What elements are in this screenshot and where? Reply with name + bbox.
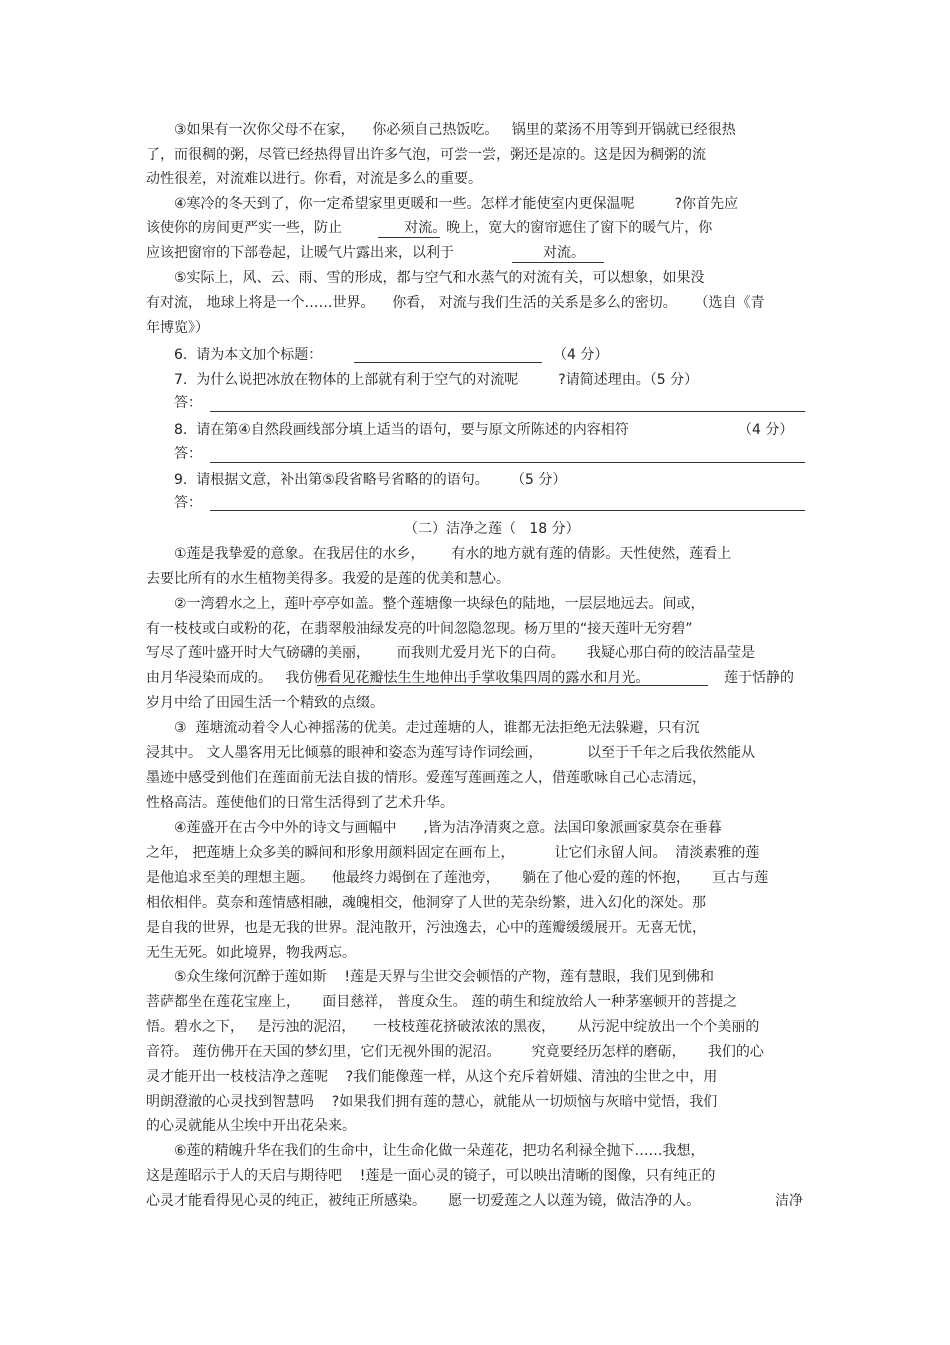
para5-line2: 有对流， 地球上将是一个……世界。 你看， 对流与我们生活的关系是多么的密切。 （选自《青 [146,295,765,311]
fill-blank-2 [512,262,604,263]
s2-para5-line4: 音符。 莲仿佛开在天国的梦幻里，它们无视外围的泥沼。 究竟要经历怎样的磨砺， 我们的心 [146,1044,764,1060]
s2-para3-line3: 墨迹中感受到他们在莲面前无法自拔的情形。爱莲写莲画莲之人，借莲歌咏自己心志清远， [146,770,706,786]
s2-para3-line2: 浸其中。 文人墨客用无比倾慕的眼神和姿态为莲写诗作词绘画， 以至于千年之后我依然能从 [146,745,755,761]
s2-para2-line1: ②一湾碧水之上，莲叶亭亭如盖。整个莲塘像一块绿色的陆地，一层层地远去。间或， [174,596,705,612]
s2-para5-line3: 悟。碧水之下， 是污浊的泥沼， 一枝枝莲花挤破浓浓的黑夜， 从污泥中绽放出一个个美丽的 [146,1019,760,1035]
s2-para4-line1: ④莲盛开在古今中外的诗文与画幅中 ,皆为洁净清爽之意。法国印象派画家莫奈在垂暮 [174,820,722,836]
s2-para5-line7: 的心灵就能从尘埃中开出花朵来。 [146,1118,356,1134]
answer-label-8: 答： [174,446,202,462]
question-8-score: （4 分） [738,422,794,438]
answer-label-9: 答： [174,495,202,511]
s2-para5-line6: 明朗澄澈的心灵找到智慧吗 ?如果我们拥有莲的慧心，就能从一切烦恼与灰暗中觉悟，我们 [146,1094,718,1110]
para5-line1: ⑤实际上，风、云、雨、雪的形成，都与空气和水蒸气的对流有关，可以想象，如果没 [174,270,705,286]
s2-para3-line4: 性格高洁。莲使他们的日常生活得到了艺术升华。 [146,795,454,811]
s2-para4-line6: 无生无死。如此境界，物我两忘。 [146,945,356,961]
answer-label-7: 答： [174,395,202,411]
s2-para6-line3-tail: 洁净 [775,1193,803,1209]
s2-para5-line2: 菩萨都坐在莲花宝座上， 面目慈祥， 普度众生。 莲的萌生和绽放给人一种茅塞顿开的菩提之 [146,994,738,1010]
s2-para2-line2: 有一枝枝或白或粉的花，在翡翠般油绿发亮的叶间忽隐忽现。杨万里的“接天莲叶无穷碧” [146,621,693,637]
s2-para4-line5: 是自我的世界，也是无我的世界。混沌散开，污浊逸去，心中的莲瓣缓缓展开。无喜无忧， [146,920,706,936]
s2-para1-line2: 去要比所有的水生植物美得多。我爱的是莲的优美和慧心。 [146,571,510,587]
question-7: 7. 为什么说把冰放在物体的上部就有利于空气的对流呢 ?请简述理由。（5 分） [174,372,699,388]
s2-para6-line1: ⑥莲的精魄升华在我们的生命中，让生命化做一朵莲花，把功名利禄全抛下……我想， [174,1143,705,1159]
para4-line3: 应该把窗帘的下部卷起，让暖气片露出来，以利于 对流。 [146,245,586,261]
para3-line1: ③如果有一次你父母不在家， 你必须自己热饭吃。 锅里的菜汤不用等到开锅就已经很热 [174,122,736,138]
s2-para2-line5: 岁月中给了田园生活一个精致的点缀。 [146,695,384,711]
s2-para6-line2: 这是莲昭示于人的天启与期待吧 !莲是一面心灵的镜子，可以映出清晰的图像，只有纯正的 [146,1168,716,1184]
para4-line1: ④寒冷的冬天到了，你一定希望家里更暖和一些。怎样才能使室内更保温呢 ?你首先应 [174,196,739,212]
s2-para2-line4: 由月华浸染而成的。 我仿佛看见花瓣怯生生地伸出手掌收集四周的露水和月光。 [146,670,650,686]
question-9: 9. 请根据文意，补出第⑤段省略号省略的的语句。 （5 分） [174,472,567,488]
section-title: （二）洁净之莲（ 18 分） [404,521,580,537]
s2-para6-line3: 心灵才能看得见心灵的纯正，被纯正所感染。 愿一切爱莲之人以莲为镜，做洁净的人。 [146,1193,701,1209]
s2-para5-line1: ⑤众生缘何沉醉于莲如斯 !莲是天界与尘世交会顿悟的产物，莲有慧眼，我们见到佛和 [174,969,714,985]
para4-line2: 该使你的房间更严实一些，防止 对流。晚上，宽大的窗帘遮住了窗下的暖气片，你 [146,220,713,236]
answer-line-9 [210,510,805,511]
para3-line3: 动性很差，对流难以进行。你看，对流是多么的重要。 [146,171,482,187]
question-8: 8. 请在第④自然段画线部分填上适当的语句，要与原文所陈述的内容相符 [174,422,629,438]
s2-para5-line5: 灵才能开出一枝枝洁净之莲呢 ?我们能像莲一样，从这个充斥着妍媸、清浊的尘世之中，用 [146,1069,718,1085]
underline-sentence [317,685,708,686]
title-answer-line [354,362,542,363]
s2-para4-line2: 之年， 把莲塘上众多美的瞬间和形象用颜料固定在画布上， 让它们永留人间。 清淡素雅的莲 [146,845,760,861]
answer-line-8 [210,462,805,463]
s2-para1-line1: ①莲是我挚爱的意象。在我居住的水乡， 有水的地方就有莲的倩影。天性使然，莲看上 [174,546,732,562]
s2-para4-line3: 是他追求至美的理想主题。 他最终力竭倒在了莲池旁， 躺在了他心爱的莲的怀抱， 亘古与莲 [146,870,769,886]
s2-para3-line1: ③ 莲塘流动着令人心神摇荡的优美。走过莲塘的人，谁都无法拒绝无法躲避，只有沉 [174,720,700,736]
question-6-score: （4 分） [553,347,609,363]
fill-blank-1 [378,237,440,238]
para5-line3: 年博览》） [146,320,209,336]
s2-para4-line4: 相依相伴。莫奈和莲情感相融，魂魄相交，他洞穿了人世的芜杂纷繁，进入幻化的深处。那 [146,895,706,911]
answer-line-7 [210,411,805,412]
para3-line2: 了，而很稠的粥，尽管已经热得冒出许多气泡，可尝一尝，粥还是凉的。这是因为稠粥的流 [146,147,706,163]
question-6: 6. 请为本文加个标题： [174,347,323,363]
s2-para2-line4-tail: 莲于恬静的 [724,670,794,686]
s2-para2-line3: 写尽了莲叶盛开时大气磅礴的美丽， 而我则尤爱月光下的白荷。 我疑心那白荷的皎洁晶莹是 [146,645,755,661]
